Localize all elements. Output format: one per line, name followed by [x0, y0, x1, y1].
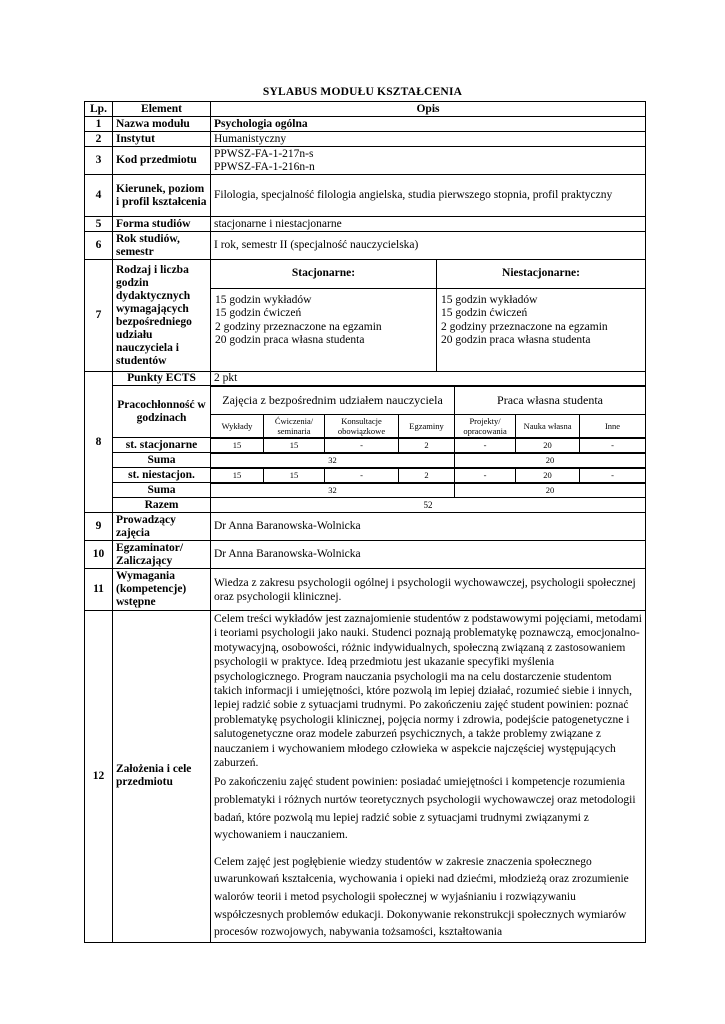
- niestac-header: Niestacjonarne:: [437, 260, 646, 288]
- row-workload: [85, 386, 646, 438]
- row-number: 11: [85, 569, 113, 611]
- hours-value: 20: [516, 468, 580, 482]
- row-number: 2: [85, 132, 113, 147]
- stac-hours-list: [211, 288, 437, 371]
- row-label: Rodzaj i liczba godzin dydaktycznych wymagających bezpośredniego udziału nauczyciela i studentów: [113, 260, 211, 372]
- column-header: Inne: [580, 414, 646, 437]
- row-niestac-hours: [85, 468, 646, 483]
- row-stac-hours: [85, 438, 646, 453]
- total-label: Razem: [113, 498, 211, 513]
- row-ects: [85, 372, 646, 386]
- field-of-study-value: Filologia, specjalność filologia angielska, studia pierwszego stopnia, profil praktyczny: [211, 175, 646, 217]
- column-header: Nauka własna: [516, 414, 580, 437]
- hours-line: 15 godzin wykładów: [215, 293, 312, 306]
- row-study-form: [85, 217, 646, 232]
- hours-value: 15: [264, 468, 325, 482]
- niestac-hours-list: [437, 288, 646, 371]
- row-label: Forma studiów: [113, 217, 211, 232]
- row-objectives: [85, 611, 646, 943]
- row-label: Wymagania (kompetencje) wstępne: [113, 569, 211, 611]
- header-element: Element: [113, 102, 211, 117]
- hours-line: 20 godzin praca własna studenta: [441, 334, 591, 346]
- row-institute: [85, 132, 646, 147]
- row-number: 1: [85, 117, 113, 132]
- row-examiner: [85, 541, 646, 569]
- hours-line: 15 godzin ćwiczeń: [441, 307, 528, 319]
- header-opis: Opis: [211, 102, 646, 117]
- row-label: Kod przedmiotu: [113, 147, 211, 175]
- course-code-value: [211, 147, 646, 175]
- hours-value: -: [455, 468, 516, 482]
- row-number: 5: [85, 217, 113, 232]
- contact-header: Zajęcia z bezpośrednim udziałem nauczyciela: [211, 386, 455, 414]
- objectives-paragraph: Celem treści wykładów jest zaznajomienie studentów z podstawowymi pojęciami, metodami i teoriami psychologii jako nauki. Studenci poznają problematykę poznawczą, emocjonalno-motywacyjną, osobowości, różnic indywidualnych, społeczną związaną z zastosowaniem psychologii w praktyce. Ideą przedmiotu jest ukazanie specyfiki myślenia psychologicznego. Program nauczania psychologii ma na celu dostarczenie studentom takich informacji i umiejętności, które pozwolą im lepiej działać, rozumieć siebie i innych, lepiej radzić sobie z sytuacjami trudnymi. Po zakończeniu zajęć student powinien: poznać problematykę psychologii klinicznej, pojęcia normy i zdrowia, podejście patogenetyczne i salutogenetyczne oraz modele zaburzeń psychicznych, a także problemy związane z nauczaniem i wychowaniem młodego człowieka w aspekcie najczęściej występujących zaburzeń.: [214, 613, 642, 770]
- row-lecturer: [85, 513, 646, 541]
- course-code-line: PPWSZ-FA-1-216n-n: [214, 160, 315, 173]
- row-label: Rok studiów, semestr: [113, 232, 211, 260]
- ects-label: Punkty ECTS: [113, 372, 211, 386]
- header-row: [85, 102, 646, 117]
- page-title: SYLABUS MODUŁU KSZTAŁCENIA: [262, 86, 463, 98]
- column-header: Konsultacje obowiązkowe: [325, 414, 399, 437]
- row-total: [85, 498, 646, 513]
- self-study-header: Praca własna studenta: [455, 386, 646, 414]
- row-number: 7: [85, 260, 113, 372]
- sum-value: 20: [455, 483, 646, 497]
- sum-value: 20: [455, 453, 646, 467]
- hours-breakdown: [211, 260, 646, 372]
- header-lp: Lp.: [85, 102, 113, 117]
- total-value: 52: [211, 498, 646, 513]
- niestac-hours-cell: [211, 468, 646, 483]
- row-niestac-sum: [85, 483, 646, 498]
- niestac-sum-cell: [211, 483, 646, 498]
- row-course-code: [85, 147, 646, 175]
- stac-sum-cell: [211, 453, 646, 468]
- hours-value: -: [580, 468, 646, 482]
- hours-value: 2: [399, 438, 455, 452]
- objectives-value: [211, 611, 646, 943]
- course-code-line: PPWSZ-FA-1-217n-s: [214, 147, 314, 160]
- row-number: 10: [85, 541, 113, 569]
- row-label: Instytut: [113, 132, 211, 147]
- row-module-name: [85, 117, 646, 132]
- niestac-label: st. niestacjon.: [113, 468, 211, 483]
- hours-value: -: [325, 438, 399, 452]
- prerequisites-value: Wiedza z zakresu psychologii ogólnej i psychologii wychowawczej, psychologii społecznej oraz psychologii klinicznej.: [211, 569, 646, 611]
- hours-value: 2: [399, 468, 455, 482]
- row-number: 9: [85, 513, 113, 541]
- hours-value: 15: [211, 438, 264, 452]
- examiner-value: Dr Anna Baranowska-Wolnicka: [211, 541, 646, 569]
- hours-value: 15: [264, 438, 325, 452]
- sum-value: 32: [211, 483, 455, 497]
- lecturer-value: Dr Anna Baranowska-Wolnicka: [211, 513, 646, 541]
- row-number: 4: [85, 175, 113, 217]
- ects-value: 2 pkt: [211, 372, 646, 386]
- row-prerequisites: [85, 569, 646, 611]
- workload-label: Pracochłonność w godzinach: [113, 386, 211, 438]
- row-number: 3: [85, 147, 113, 175]
- hours-value: -: [580, 438, 646, 452]
- hours-value: -: [325, 468, 399, 482]
- hours-value: 15: [211, 468, 264, 482]
- row-label: Prowadzący zajęcia: [113, 513, 211, 541]
- stac-hours-cell: [211, 438, 646, 453]
- hours-line: 2 godziny przeznaczone na egzamin: [215, 320, 382, 333]
- syllabus-table: [84, 101, 646, 943]
- stac-label: st. stacjonarne: [113, 438, 211, 453]
- sum-value: 32: [211, 453, 455, 467]
- row-stac-sum: [85, 453, 646, 468]
- column-header: Ćwiczenia/ seminaria: [264, 414, 325, 437]
- stac-header: Stacjonarne:: [211, 260, 437, 288]
- sum-label: Suma: [113, 453, 211, 468]
- column-header: Wykłady: [211, 414, 264, 437]
- sum-label: Suma: [113, 483, 211, 498]
- workload-table-cell: [211, 386, 646, 438]
- module-name-value: Psychologia ogólna: [211, 117, 646, 132]
- row-field-of-study: [85, 175, 646, 217]
- row-label: Założenia i cele przedmiotu: [113, 611, 211, 943]
- row-label: Kierunek, poziom i profil kształcenia: [113, 175, 211, 217]
- row-label: Egzaminator/ Zaliczający: [113, 541, 211, 569]
- hours-line: 15 godzin ćwiczeń: [215, 307, 302, 319]
- hours-value: -: [455, 438, 516, 452]
- hours-line: 20 godzin praca własna studenta: [215, 334, 365, 346]
- hours-line: 2 godziny przeznaczone na egzamin: [441, 320, 608, 333]
- objectives-paragraph: Celem zajęć jest pogłębienie wiedzy studentów w zakresie znaczenia społecznego uwarunkowań kształcenia, wychowania i opieki nad dziećmi, młodzieżą oraz zrozumienie walorów teorii i metod psychologii społecznej w wyjaśnianiu i rozwiązywaniu współczesnych problemów edukacji. Dokonywanie rekonstrukcji społecznych wymiarów procesów rozwojowych, nabywania tożsamości, kształtowania: [214, 855, 629, 939]
- year-semester-value: I rok, semestr II (specjalność nauczycielska): [211, 232, 646, 260]
- row-number: 8: [85, 372, 113, 513]
- institute-value: Humanistyczny: [211, 132, 646, 147]
- row-label: Nazwa modułu: [113, 117, 211, 132]
- row-hours: [85, 260, 646, 372]
- objectives-paragraph: Po zakończeniu zajęć student powinien: posiadać umiejętności i kompetencje rozumienia problematyki i różnych nurtów teoretycznych psychologii wychowawczej oraz metodologii badań, które pozwolą mu lepiej radzić sobie z sytuacjami trudnymi związanymi z wychowaniem i nauczaniem.: [214, 776, 636, 842]
- column-header: Egzaminy: [399, 414, 455, 437]
- row-year-semester: [85, 232, 646, 260]
- hours-line: 15 godzin wykładów: [441, 293, 538, 306]
- study-form-value: stacjonarne i niestacjonarne: [211, 217, 646, 232]
- column-header: Projekty/ opracowania: [455, 414, 516, 437]
- hours-value: 20: [516, 438, 580, 452]
- row-number: 12: [85, 611, 113, 943]
- row-number: 6: [85, 232, 113, 260]
